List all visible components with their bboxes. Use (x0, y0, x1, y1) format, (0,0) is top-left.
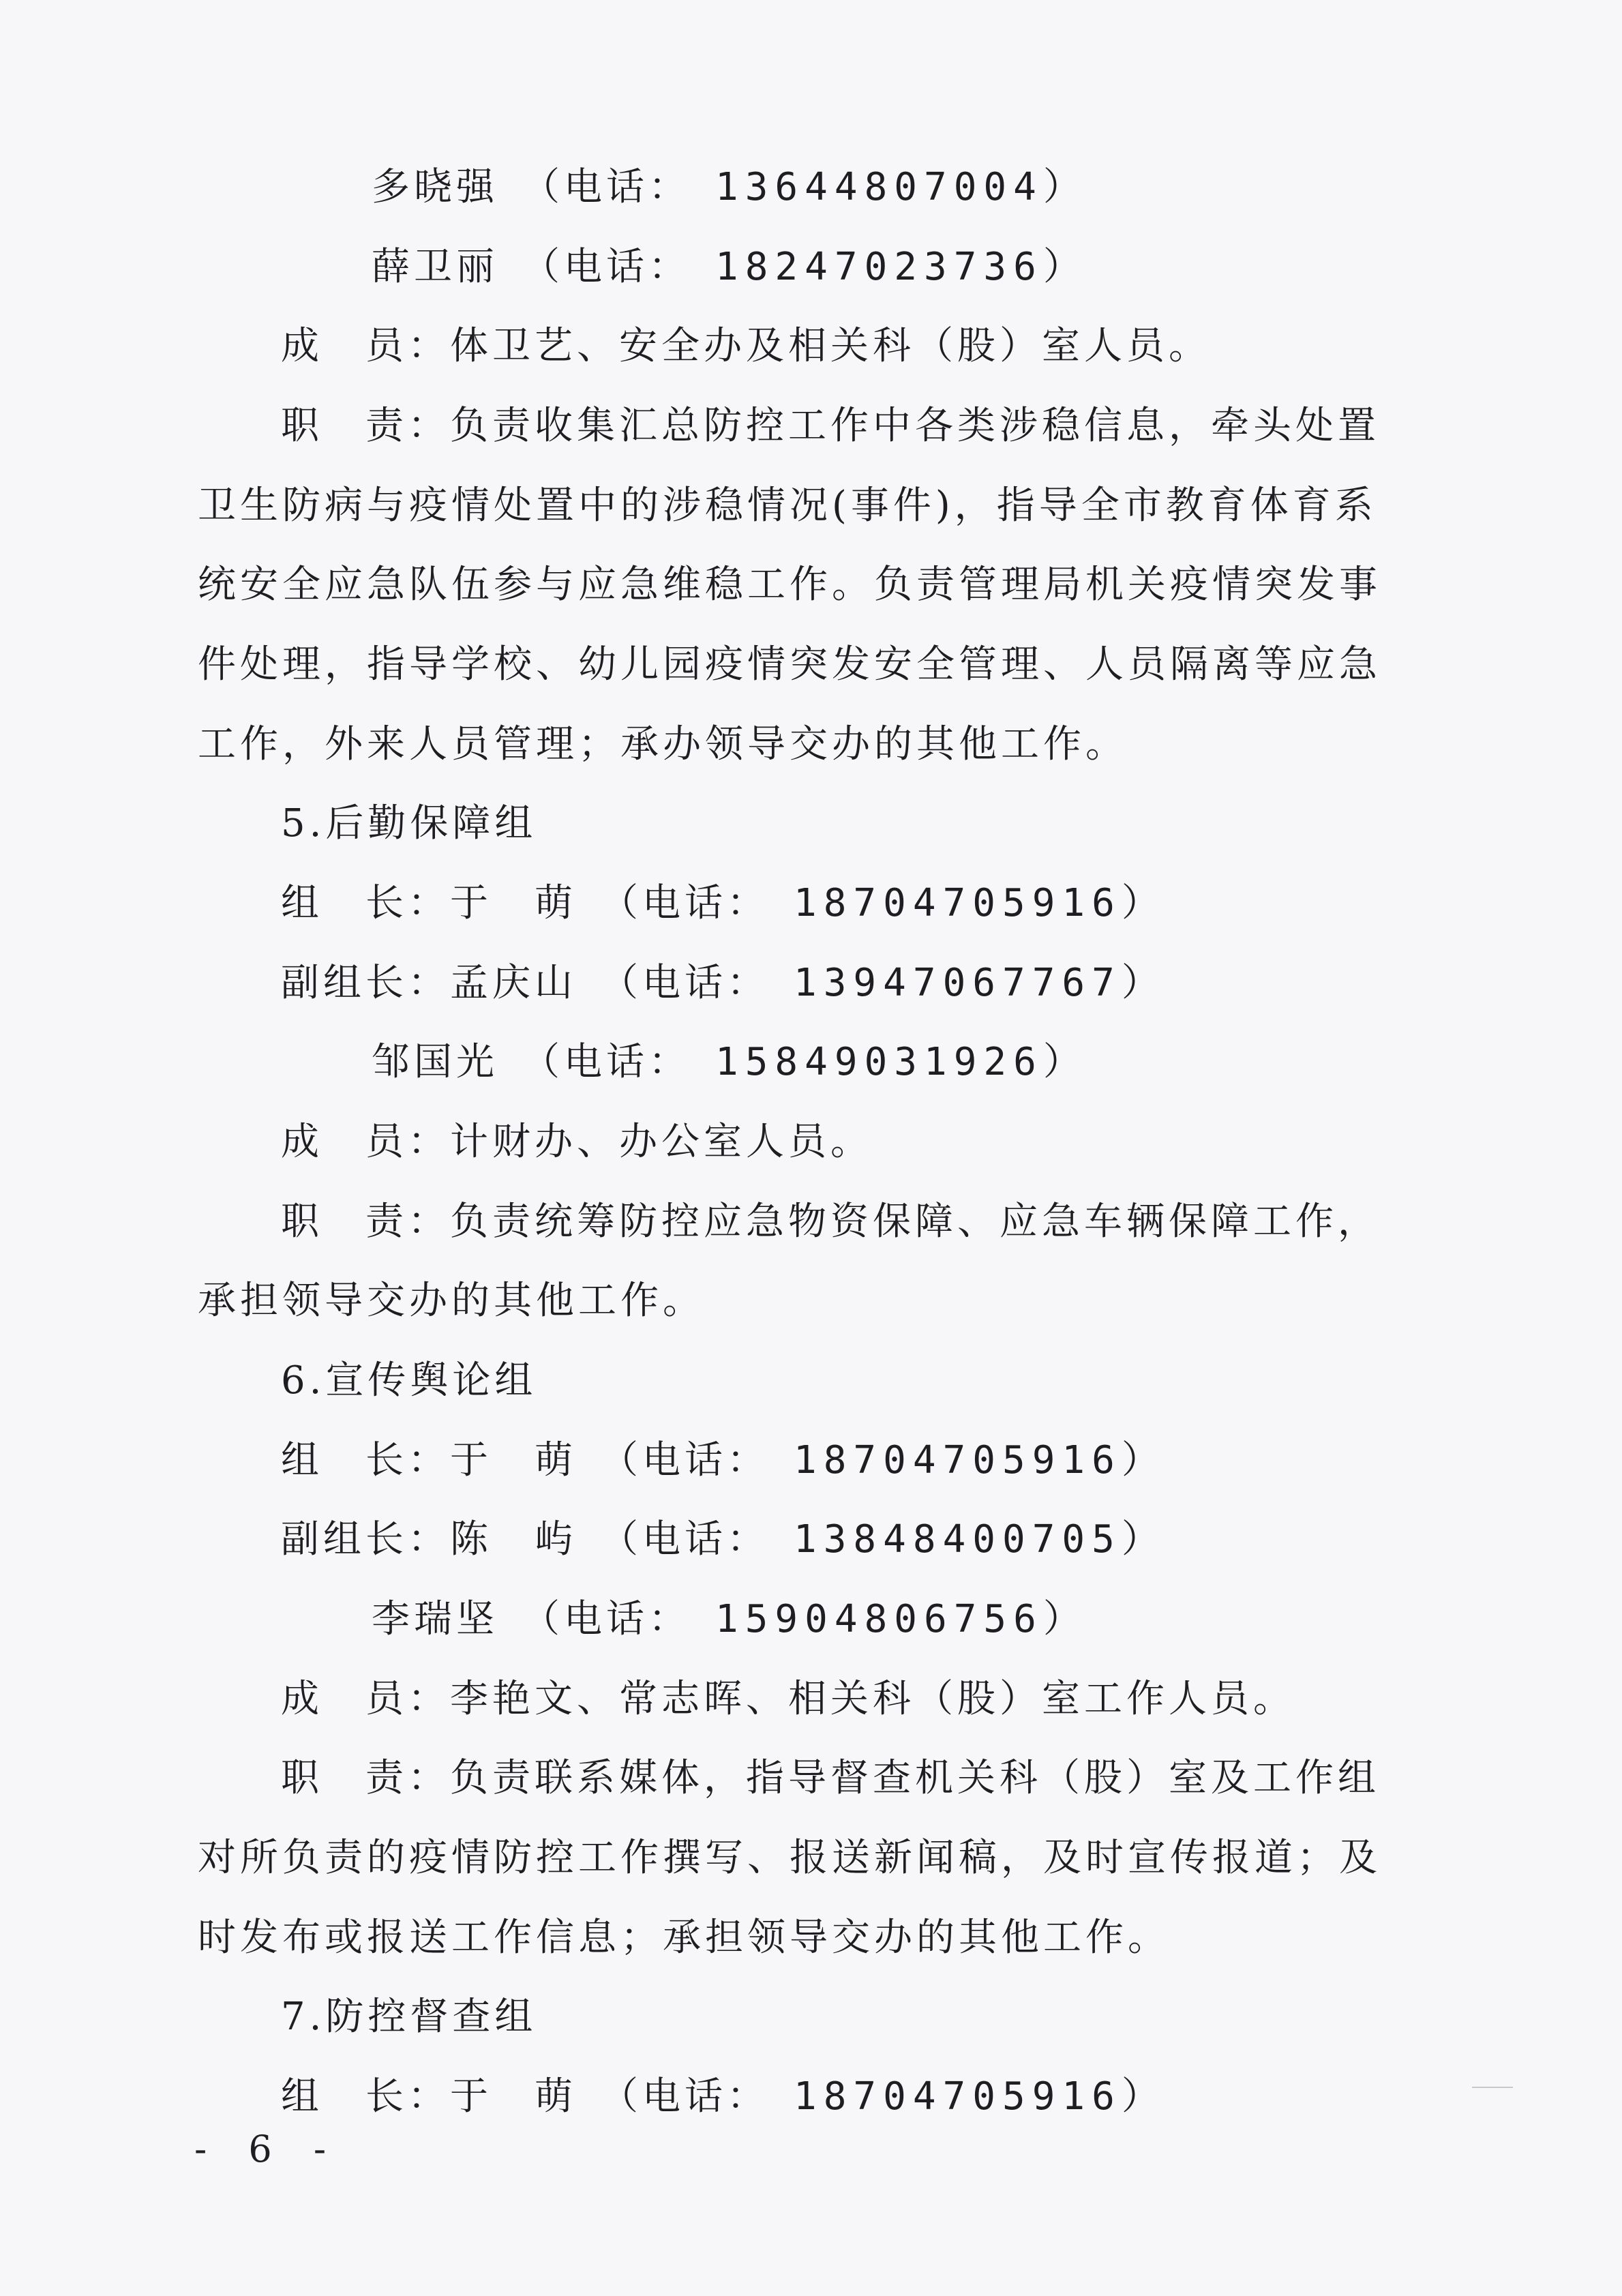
phone-label: （电话： (522, 1040, 691, 1084)
contact-name: 孟庆山 (450, 961, 577, 1005)
phone-number: 15904806756） (715, 1597, 1088, 1641)
field-label: 组 长： (281, 881, 450, 925)
page-number: - 6 - (194, 2128, 342, 2171)
contact-line (281, 1512, 1167, 1567)
field-label: 副组长： (281, 961, 450, 1005)
members-line (281, 1115, 873, 1169)
members-line (281, 1672, 1295, 1727)
phone-label: （电话： (600, 1438, 769, 1482)
phone-label: （电话： (600, 881, 769, 925)
field-label: 副组长： (281, 1517, 450, 1562)
contact-line (281, 2070, 1167, 2124)
phone-label: （电话： (522, 1597, 691, 1641)
contact-name: 陈 屿 (450, 1517, 577, 1562)
field-text: 负责联系媒体，指导督查机关科（股）室及工作组 (450, 1756, 1380, 1800)
phone-number: 13848400705） (794, 1517, 1167, 1562)
phone-number: 18704705916） (794, 1438, 1167, 1482)
body-text-line: 承担领导交办的其他工作。 (198, 1279, 705, 1323)
duty-line (281, 1195, 1380, 1249)
phone-number: 18704705916） (794, 2074, 1167, 2119)
phone-number: 13947067767） (794, 961, 1167, 1005)
body-text-line: 卫生防病与疫情处置中的涉稳情况(事件)，指导全市教育体育系 (198, 483, 1377, 528)
phone-number: 18704705916） (794, 881, 1167, 925)
contact-line (281, 1433, 1167, 1488)
contact-name: 于 萌 (450, 881, 577, 925)
body-text-line: 对所负责的疫情防控工作撰写、报送新闻稿，及时宣传报道；及 (198, 1836, 1381, 1880)
scan-mark (1472, 2087, 1513, 2088)
contact-line (372, 1035, 1088, 1090)
field-label: 职 责： (281, 404, 450, 448)
field-text: 负责收集汇总防控工作中各类涉稳信息，牵头处置 (450, 404, 1380, 448)
field-label: 职 责： (281, 1756, 450, 1800)
duty-line (281, 399, 1380, 453)
contact-line (281, 876, 1167, 931)
phone-label: （电话： (522, 245, 691, 289)
contact-line (372, 1592, 1088, 1647)
phone-number: 18247023736） (715, 245, 1088, 289)
contact-name: 多晓强 (372, 165, 498, 209)
phone-label: （电话： (600, 961, 769, 1005)
field-text: 负责统筹防控应急物资保障、应急车辆保障工作， (450, 1199, 1380, 1244)
field-label: 成 员： (281, 1120, 450, 1164)
section-heading: 5.后勤保障组 (281, 801, 537, 846)
contact-name: 于 萌 (450, 1438, 577, 1482)
contact-line (372, 240, 1088, 295)
phone-number: 15849031926） (715, 1040, 1088, 1084)
body-text-line: 件处理，指导学校、幼儿园疫情突发安全管理、人员隔离等应急 (198, 642, 1381, 687)
contact-name: 薛卫丽 (372, 245, 498, 289)
section-heading: 6.宣传舆论组 (281, 1358, 537, 1403)
contact-name: 于 萌 (450, 2074, 577, 2119)
phone-label: （电话： (600, 2074, 769, 2119)
contact-name: 邹国光 (372, 1040, 498, 1084)
phone-label: （电话： (522, 165, 691, 209)
field-text: 体卫艺、安全办及相关科（股）室人员。 (450, 324, 1211, 368)
section-heading: 7.防控督查组 (281, 1995, 537, 2039)
field-text: 李艳文、常志晖、相关科（股）室工作人员。 (450, 1677, 1295, 1721)
body-text-line: 统安全应急队伍参与应急维稳工作。负责管理局机关疫情突发事 (198, 563, 1381, 607)
contact-line (281, 956, 1167, 1011)
contact-line (372, 160, 1088, 215)
contact-name: 李瑞坚 (372, 1597, 498, 1641)
field-label: 组 长： (281, 1438, 450, 1482)
duty-line (281, 1751, 1380, 1806)
phone-number: 13644807004） (715, 165, 1088, 209)
body-text-line: 时发布或报送工作信息；承担领导交办的其他工作。 (198, 1915, 1170, 1960)
body-text-line: 工作，外来人员管理；承办领导交办的其他工作。 (198, 722, 1128, 766)
field-label: 组 长： (281, 2074, 450, 2119)
phone-label: （电话： (600, 1517, 769, 1562)
field-label: 职 责： (281, 1199, 450, 1244)
field-label: 成 员： (281, 324, 450, 368)
field-text: 计财办、办公室人员。 (450, 1120, 873, 1164)
field-label: 成 员： (281, 1677, 450, 1721)
members-line (281, 319, 1211, 374)
